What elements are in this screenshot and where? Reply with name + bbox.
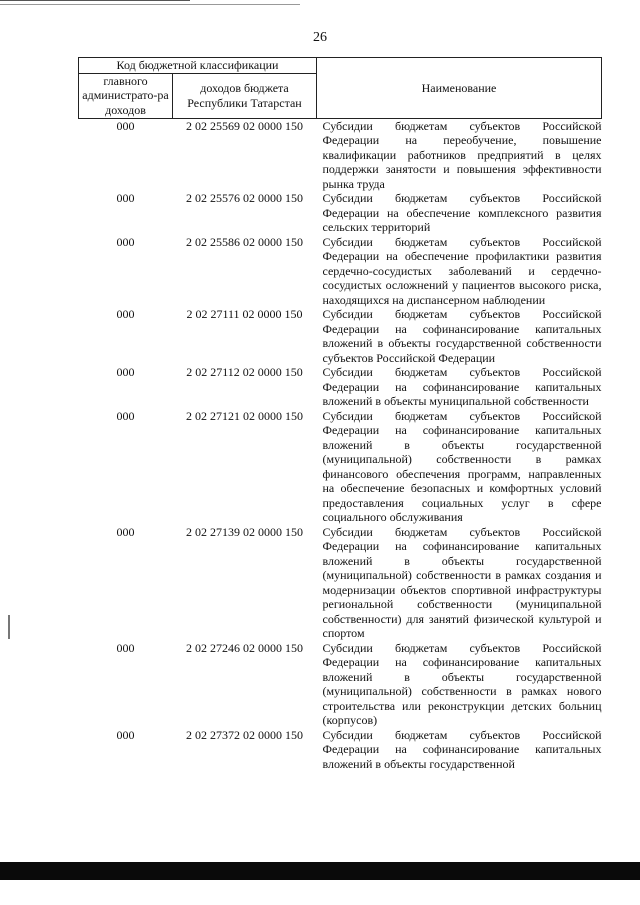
admin-code-cell: 000 bbox=[116, 307, 135, 321]
table-row bbox=[79, 307, 602, 365]
table-row bbox=[79, 365, 602, 409]
revenue-code-cell: 2 02 25576 02 0000 150 bbox=[186, 191, 303, 205]
name-cell: Субсидии бюджетам субъектов Российской Федерации на софинансирование капитальных вложений в объекты государственной (муниципальной) собственности в рамках финансового обеспечения программ, направленных на обеспечение безопасных и комфортных условий предоставления социальных услуг в сфере социального обслуживания bbox=[322, 408, 602, 524]
table-row bbox=[79, 409, 602, 525]
admin-code-cell: 000 bbox=[116, 191, 135, 205]
header-group-label: Код бюджетной классификации bbox=[79, 58, 317, 74]
scan-bottom-border bbox=[0, 862, 640, 880]
name-cell: Субсидии бюджетам субъектов Российской Федерации на софинансирование капитальных вложений в объекты государственной (муниципальной) собственности в рамках создания и модернизации объектов спортивной инфраструктуры региональной собственности (муниципальной собственности) для занятий физической культурой и спортом bbox=[322, 524, 602, 640]
revenue-code-cell: 2 02 27246 02 0000 150 bbox=[186, 640, 303, 655]
name-cell: Субсидии бюджетам субъектов Российской Федерации на софинансирование капитальных вложений в объекты государственной (муниципальной) собственности в рамках нового строительства или реконструкции детских больниц (корпусов) bbox=[322, 640, 602, 727]
table-row bbox=[79, 235, 602, 308]
table-row bbox=[79, 641, 602, 728]
revenue-code-cell: 2 02 27111 02 0000 150 bbox=[186, 307, 303, 321]
page-number: 26 bbox=[313, 30, 327, 45]
top-scan-line bbox=[0, 0, 190, 1]
table-row bbox=[79, 118, 602, 191]
budget-classification-table bbox=[78, 57, 602, 771]
name-cell: Субсидии бюджетам субъектов Российской Федерации на переобучение, повышение квалификации работников предприятий в целях поддержки занятости и повышения эффективности рынка труда bbox=[322, 118, 602, 191]
revenue-code-cell: 2 02 27139 02 0000 150 bbox=[186, 524, 303, 539]
header-admin-column: главного администрато-ра доходов bbox=[79, 73, 173, 118]
header-code-column: доходов бюджета Республики Татарстан bbox=[173, 73, 317, 118]
table-row bbox=[79, 728, 602, 772]
name-cell: Субсидии бюджетам субъектов Российской Федерации на обеспечение комплексного развития сельских территорий bbox=[322, 191, 602, 234]
admin-code-cell: 000 bbox=[116, 727, 135, 742]
revenue-code-cell: 2 02 27112 02 0000 150 bbox=[186, 365, 303, 379]
name-cell: Субсидии бюджетам субъектов Российской Федерации на обеспечение профилактики развития сердечно-сосудистых заболеваний и сердечно-сосудистых осложнений у пациентов высокого риска, находящихся на диспансерном наблюдении bbox=[322, 234, 602, 307]
admin-code-cell: 000 bbox=[116, 118, 135, 133]
admin-code-cell: 000 bbox=[116, 365, 135, 379]
header-name-column: Наименование bbox=[317, 58, 602, 119]
name-cell: Субсидии бюджетам субъектов Российской Федерации на софинансирование капитальных вложений в объекты государственной bbox=[322, 727, 602, 771]
revenue-code-cell: 2 02 27121 02 0000 150 bbox=[186, 408, 303, 423]
admin-code-cell: 000 bbox=[116, 408, 135, 423]
scan-margin-mark bbox=[8, 615, 10, 639]
admin-code-cell: 000 bbox=[116, 234, 135, 249]
revenue-code-cell: 2 02 25569 02 0000 150 bbox=[186, 118, 303, 133]
name-cell: Субсидии бюджетам субъектов Российской Федерации на софинансирование капитальных вложений в объекты муниципальной собственности bbox=[322, 365, 602, 408]
revenue-code-cell: 2 02 27372 02 0000 150 bbox=[186, 727, 303, 742]
table-row bbox=[79, 525, 602, 641]
top-scan-line-faint bbox=[0, 4, 300, 5]
name-cell: Субсидии бюджетам субъектов Российской Федерации на софинансирование капитальных вложений в объекты государственной собственности субъектов Российской Федерации bbox=[322, 307, 602, 365]
table-row bbox=[79, 191, 602, 235]
admin-code-cell: 000 bbox=[116, 640, 135, 655]
revenue-code-cell: 2 02 25586 02 0000 150 bbox=[186, 234, 303, 249]
admin-code-cell: 000 bbox=[116, 524, 135, 539]
